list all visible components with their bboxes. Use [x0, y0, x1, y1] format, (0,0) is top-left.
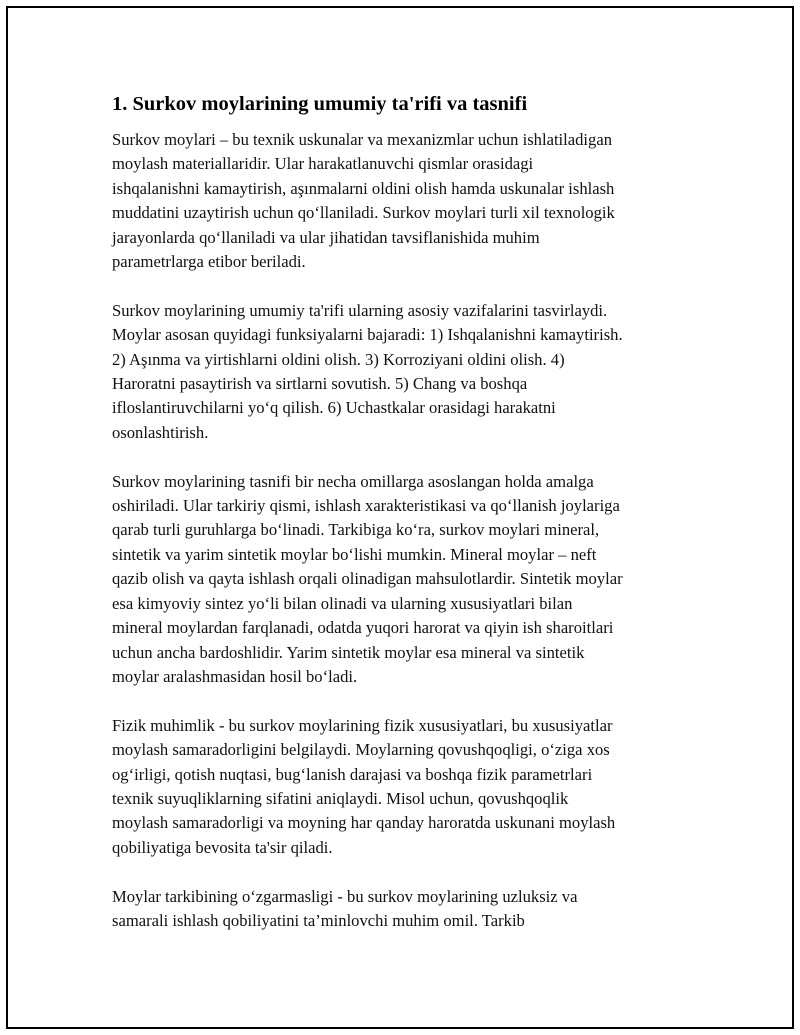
text-line: esa kimyoviy sintez yo‘li bilan olinadi va ularning xususiyatlari bilan	[112, 593, 573, 613]
paragraph-composition	[112, 885, 690, 934]
text-line: oshiriladi. Ular tarkiriy qismi, ishlash xarakteristikasi va qo‘llanish joylariga	[112, 496, 620, 516]
text-line: muddatini uzaytirish uchun qo‘llaniladi. Surkov moylari turli xil texnologik	[112, 203, 615, 223]
text-line: Surkov moylari – bu texnik uskunalar va mexanizmlar uchun ishlatiladigan	[112, 130, 613, 149]
text-line: parametrlarga etibor beriladi.	[112, 252, 306, 272]
text-line: Moylar asosan quyidagi funksiyalarni bajaradi: 1) Ishqalanishni kamaytirish.	[112, 325, 623, 345]
document-body	[112, 90, 690, 958]
text-line: texnik suyuqliklarning sifatini aniqlaydi. Misol uchun, qovushqoqlik	[112, 788, 569, 808]
text-line: qarab turli guruhlarga bo‘linadi. Tarkibiga ko‘ra, surkov moylari mineral,	[112, 520, 600, 540]
text-line: samarali ishlash qobiliyatini ta’minlovchi muhim omil. Tarkib	[112, 910, 525, 930]
text-line: Surkov moylarining tasnifi bir necha omillarga asoslangan holda amalga	[112, 471, 594, 491]
text-line: Moylar tarkibining o‘zgarmasligi - bu surkov moylarining uzluksiz va	[112, 886, 578, 906]
text-line: ifloslantiruvchilarni yo‘q qilish. 6) Uchastkalar orasidagi harakatni	[112, 398, 556, 418]
paragraph-definition	[112, 128, 690, 274]
text-line: mineral moylardan farqlanadi, odatda yuqori harorat va qiyin ish sharoitlari	[112, 618, 614, 638]
text-line: ishqalanishni kamaytirish, aşınmalarni oldini olish hamda uskunalar ishlash	[112, 178, 615, 198]
text-line: Surkov moylarining umumiy ta'rifi ularning asosiy vazifalarini tasvirlaydi.	[112, 300, 608, 320]
text-line: qobiliyatiga bevosita ta'sir qiladi.	[112, 837, 333, 857]
text-line: moylash samaradorligi va moyning har qanday haroratda uskunani moylash	[112, 813, 616, 833]
section-heading: 1. Surkov moylarining umumiy ta'rifi va tasnifi	[112, 93, 528, 115]
text-line: Haroratni pasaytirish va sirtlarni sovutish. 5) Chang va boshqa	[112, 374, 528, 394]
text-line: osonlashtirish.	[112, 422, 209, 442]
paragraph-functions	[112, 299, 690, 445]
paragraph-classification	[112, 470, 690, 690]
text-line: Fizik muhimlik - bu surkov moylarining fizik xususiyatlari, bu xususiyatlar	[112, 715, 613, 735]
text-line: jarayonlarda qo‘llaniladi va ular jihatidan tavsiflanishida muhim	[112, 227, 540, 247]
text-line: qazib olish va qayta ishlash orqali olinadigan mahsulotlardir. Sintetik moylar	[112, 569, 623, 589]
text-line: uchun ancha bardoshlidir. Yarim sintetik moylar esa mineral va sintetik	[112, 642, 585, 662]
text-line: moylash materiallaridir. Ular harakatlanuvchi qismlar orasidagi	[112, 154, 534, 174]
text-line: sintetik va yarim sintetik moylar bo‘lishi mumkin. Mineral moylar – neft	[112, 544, 597, 564]
text-line: 2) Aşınma va yirtishlarni oldini olish. 3) Korroziyani oldini olish. 4)	[112, 349, 565, 369]
text-line: moylash samaradorligini belgilaydi. Moylarning qovushqoqligi, o‘ziga xos	[112, 740, 610, 760]
text-line: moylar aralashmasidan hosil bo‘ladi.	[112, 666, 358, 686]
text-line: og‘irligi, qotish nuqtasi, bug‘lanish darajasi va boshqa fizik parametrlari	[112, 764, 593, 784]
paragraph-physical-properties	[112, 714, 690, 860]
